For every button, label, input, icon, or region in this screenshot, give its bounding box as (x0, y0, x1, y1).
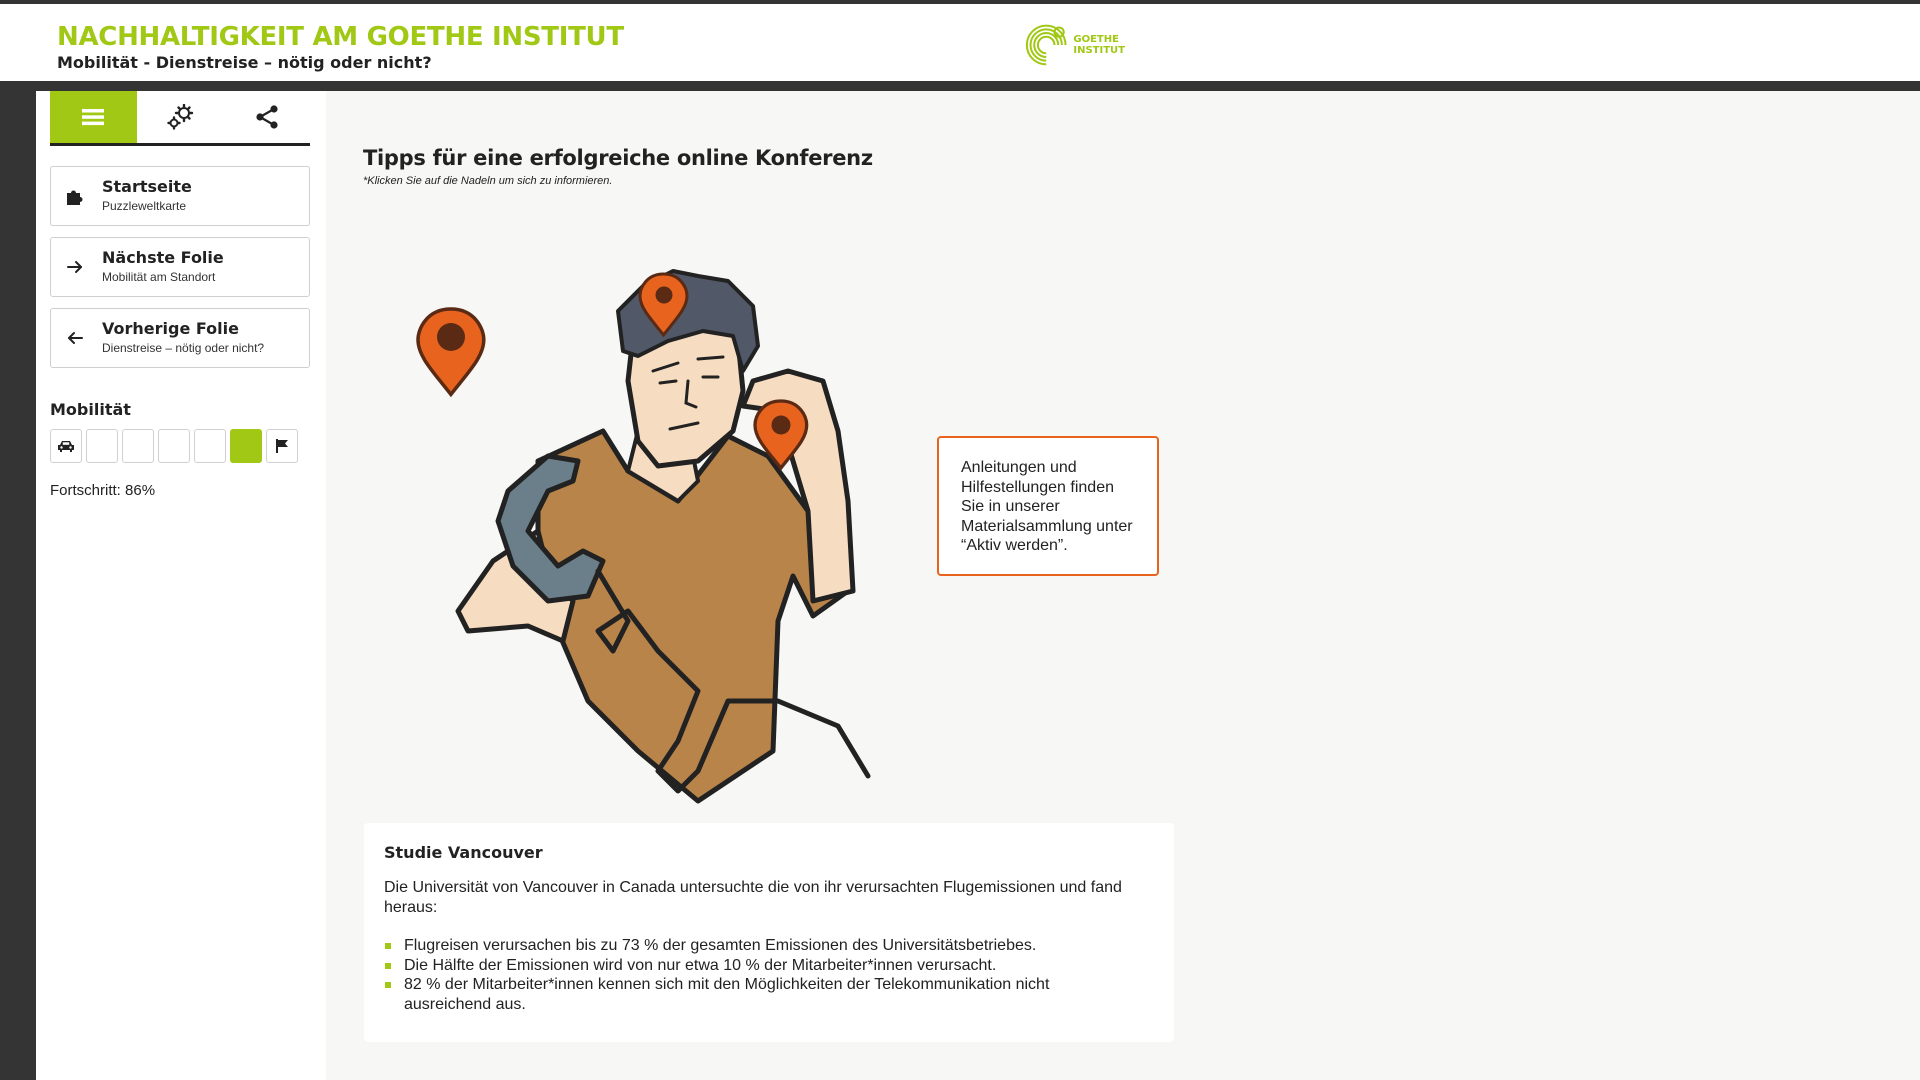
logo-line-2: INSTITUT (1073, 45, 1125, 56)
nav-label: Vorherige Folie (102, 319, 239, 338)
page-hint: *Klicken Sie auf die Nadeln um sich zu informieren. (363, 175, 613, 187)
man-on-phone-illustration (398, 231, 918, 831)
flag-icon (274, 438, 290, 454)
nav-label: Startseite (102, 177, 192, 196)
tab-settings[interactable] (137, 91, 224, 143)
goethe-logo[interactable] (1025, 19, 1125, 71)
page-title: Tipps für eine erfolgreiche online Konferenz (363, 146, 873, 170)
progress-step-current[interactable] (230, 429, 262, 463)
menu-icon (81, 107, 105, 127)
progress-step[interactable] (86, 429, 118, 463)
study-intro: Die Universität von Vancouver in Canada untersuchte die von ihr verursachten Flugemissionen und fand heraus: (384, 879, 1122, 916)
goethe-logo-icon (1025, 22, 1067, 68)
arrow-left-icon (65, 328, 85, 348)
tab-share[interactable] (223, 91, 310, 143)
nav-sublabel: Dienstreise – nötig oder nicht? (102, 341, 265, 355)
logo-line-1: GOETHE (1073, 34, 1119, 45)
car-icon (57, 439, 75, 453)
app-header (0, 4, 1920, 81)
progress-start-step[interactable] (50, 429, 82, 463)
arrow-right-icon (65, 257, 85, 277)
page-subtitle: Mobilität - Dienstreise – nötig oder nicht? (57, 53, 432, 72)
nav-startseite-button[interactable] (50, 166, 310, 226)
info-box: Anleitungen und Hilfestellungen finden Sie in unserer Materialsammlung unter “Aktiv werden”. (937, 436, 1159, 576)
puzzle-icon (65, 186, 85, 206)
nav-sublabel: Puzzleweltkarte (102, 199, 187, 213)
progress-text: Fortschritt: 86% (50, 482, 156, 499)
nav-next-slide-button[interactable] (50, 237, 310, 297)
sidebar (36, 91, 326, 1080)
list-item: Die Hälfte der Emissionen wird von nur etwa 10 % der Mitarbeiter*innen verursacht. (384, 956, 1104, 976)
progress-title: Mobilität (50, 400, 131, 419)
settings-icon (166, 104, 194, 130)
sidebar-tabs (50, 91, 310, 146)
goethe-logo-text (1073, 34, 1125, 56)
list-item: Flugreisen verursachen bis zu 73 % der gesamten Emissionen des Universitätsbetriebes. (384, 936, 1104, 956)
progress-step[interactable] (194, 429, 226, 463)
share-icon (254, 104, 280, 130)
nav-previous-slide-button[interactable] (50, 308, 310, 368)
progress-step[interactable] (158, 429, 190, 463)
main-content (326, 91, 1920, 1080)
study-title: Studie Vancouver (384, 843, 543, 862)
site-title[interactable]: NACHHALTIGKEIT AM GOETHE INSTITUT (57, 22, 624, 52)
list-item: 82 % der Mitarbeiter*innen kennen sich mit den Möglichkeiten der Telekommunikation nicht ausreichend aus. (384, 975, 1104, 1014)
progress-step[interactable] (122, 429, 154, 463)
study-list (384, 936, 1154, 1014)
study-panel (364, 823, 1174, 1042)
nav-label: Nächste Folie (102, 248, 224, 267)
nav-sublabel: Mobilität am Standort (102, 270, 216, 284)
progress-finish-step[interactable] (266, 429, 298, 463)
info-pin-large[interactable] (418, 309, 484, 394)
tab-menu[interactable] (50, 91, 137, 143)
progress-steps (50, 429, 298, 463)
